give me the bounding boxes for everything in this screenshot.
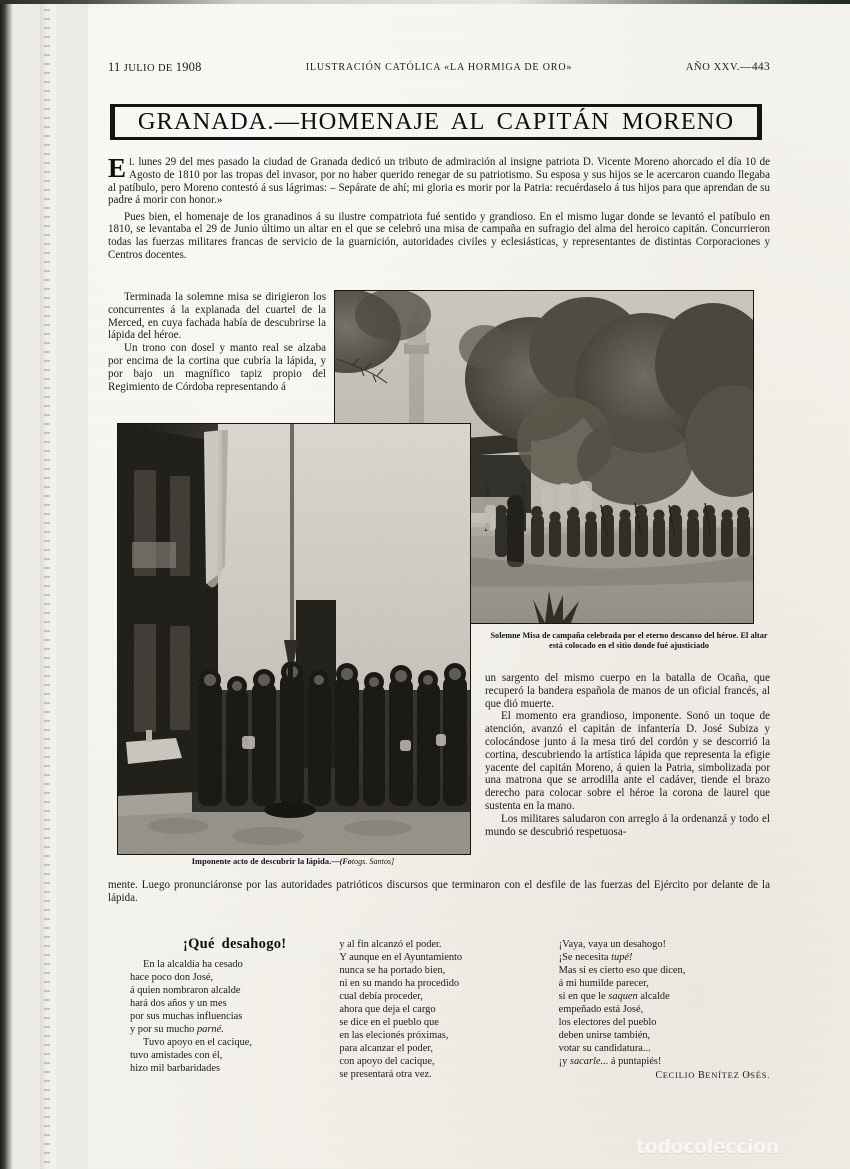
poem-line: deben unirse también,	[558, 1030, 651, 1042]
poem-emphasis: saquen	[608, 991, 638, 1003]
signature-initial: C	[655, 1070, 663, 1082]
right-paragraph-2: El momento era grandioso, imponente. Sonó un toque de atención, avanzó el capitán de infantería D. José Subiza y colocándose junto á la mesa tiró del cordón y se descorrió la cortina, descubriendo la artística lápida que representa la efigie yacente del capitán Moreno, á quien la Patria, simbolizada por una matrona que se arrodilla ante el cadáver, tiende el brazo derecho para colocar sobre el héroe la corona de laurel que sustenta en la mano.	[485, 710, 770, 812]
page-number: —443	[740, 61, 770, 73]
signature-initial: B	[697, 1070, 706, 1082]
volume-label: AÑO XXV.	[685, 62, 741, 73]
poem-line: y por su mucho parné.	[130, 1024, 224, 1036]
poem-line: Mas si es cierto eso que dicen,	[558, 965, 686, 977]
poem-line: con apoyo del cacique,	[339, 1056, 435, 1068]
perforation-speckle	[44, 0, 50, 1169]
volume-page-number	[686, 61, 770, 73]
poem-line: se presentará otra vez.	[339, 1069, 432, 1081]
poem-line: ¡Se necesita tupé!	[558, 952, 633, 964]
watermark: todocoleccion	[636, 1136, 779, 1158]
narrow-paragraph-1: Terminada la solemne misa se dirigieron los concurrentes á la explanada del cuartel de la Merced, en cuya fachada había de descubrirse la lápida del héroe.	[108, 291, 326, 342]
poem-section	[122, 938, 770, 1083]
signature-part: ECILIO	[662, 1070, 698, 1081]
tail-paragraph: mente. Luego pronunciáronse por las autoridades patrióticos discursos que terminaron con el desfile de las fuerzas del Ejército por delante de la lápida.	[108, 879, 770, 904]
caption-plaque-unveiling	[117, 857, 469, 867]
signature-part: SÉS.	[750, 1070, 770, 1081]
poem-emphasis: sacarle...	[569, 1056, 609, 1068]
poem-signature	[559, 1069, 770, 1082]
drop-cap: E	[108, 153, 127, 183]
poem-column-2	[339, 938, 558, 1083]
signature-part: ENÍTEZ	[705, 1070, 743, 1081]
photo-bottom-grain	[118, 424, 470, 854]
poem-emphasis: parné.	[196, 1024, 224, 1036]
masthead	[108, 60, 770, 78]
lead-text-block	[108, 153, 770, 262]
poem-stanza-2	[130, 1036, 339, 1075]
article-title-box	[110, 104, 762, 140]
tail-text-block	[108, 879, 770, 905]
caption-bottom-dash: —	[331, 857, 340, 866]
poem-line: cual debía proceder,	[339, 991, 423, 1003]
poem-line: hará dos años y un mes	[130, 998, 227, 1010]
paper-spot	[746, 1072, 751, 1077]
paper-spot	[752, 880, 755, 883]
publication-name: ILUSTRACIÓN CATÓLICA «LA HORMIGA DE ORO»	[305, 62, 573, 73]
poem-line: ni en su mando ha procedido	[339, 978, 460, 990]
poem-line: Y aunque en el Ayuntamiento	[339, 952, 463, 964]
poem-column-3	[559, 938, 770, 1083]
poem-line: Tuvo apoyo en el cacique,	[143, 1037, 252, 1049]
issue-date-year: 1908	[175, 60, 202, 74]
narrow-paragraph-2: Un trono con dosel y manto real se alzaba por encima de la cortina que cubría la lápida, y por bajo un magnífico tapiz propio del Regimiento de Córdoba representando á	[108, 342, 326, 393]
poem-line: hizo mil barbaridades	[130, 1063, 221, 1075]
right-text-column	[485, 672, 770, 838]
photo-plaque-unveiling	[117, 423, 471, 855]
issue-date-month: JULIO DE	[123, 63, 176, 74]
photo-credit-studio: togs. Santos]	[351, 857, 395, 866]
poem-line: por sus muchas influencias	[130, 1011, 243, 1023]
lead-paragraph-1	[108, 153, 770, 207]
poem-line: tuvo amistades con él,	[130, 1050, 223, 1062]
poem-line: votar su candidatura...	[558, 1043, 651, 1055]
issue-date-day: 11	[108, 60, 124, 74]
page-content	[108, 0, 770, 1169]
page-title: GRANADA.—HOMENAJE AL CAPITÁN MORENO	[137, 108, 735, 135]
poem-line: nunca se ha portado bien,	[339, 965, 446, 977]
lead-smallcap: L	[129, 157, 135, 167]
poem-line: á mi humilde parecer,	[558, 978, 649, 990]
poem-line: y al fin alcanzó el poder.	[339, 939, 442, 950]
lead-paragraph-1-text: lunes 29 del mes pasado la ciudad de Granada dedicó un tributo de admiración al insigne patriota D. Vicente Moreno ahorcado el día 10 de Agosto de 1810 por las tropas del invasor, por no haber querido renegar de su patriotismo. Su esposa y sus hijos se le acercaron cuando llegaba al patíbulo, pero Moreno contestó á sus lágrimas: – Sepárate de ahí; mi gloria es morir por la Patria: recuérdaselo á tus hijos para que aprendan de su padre á morir con honor.»	[108, 156, 770, 207]
signature-initial: O	[742, 1070, 751, 1082]
caption-bottom-text: Imponente acto de descubrir la lápida.	[191, 857, 332, 866]
scanner-shadow-left	[0, 0, 12, 1169]
caption-open-air-mass: Solemne Misa de campaña celebrada por el eterno descanso del héroe. El altar está colocado en el sitio donde fué ajusticiado	[490, 631, 768, 650]
poem-stanza-1	[130, 958, 339, 1036]
poem-line: se dice en el pueblo que	[339, 1017, 439, 1029]
poem-line: si en que le saquen alcalde	[558, 991, 670, 1003]
poem-emphasis: tupé!	[611, 952, 633, 964]
poem-line: á quien nombraron alcalde	[130, 985, 241, 997]
poem-line: ¡y sacarle... á puntapiés!	[558, 1056, 662, 1068]
poem-line: ¡Vaya, vaya un desahogo!	[558, 939, 666, 950]
poem-title: ¡Qué desahogo!	[182, 936, 287, 952]
poem-line: en las elecionés próximas,	[339, 1030, 449, 1042]
poem-line: En la alcaldía ha cesado	[143, 959, 243, 971]
poem-line: empeñado está José,	[558, 1004, 644, 1016]
right-paragraph-3: Los militares saludaron con arreglo á la ordenanzá y todo el mundo se descubrió respetuosa-	[485, 812, 770, 838]
poem-line: ahora que deja el cargo	[339, 1004, 436, 1016]
right-paragraph-1: un sargento del mismo cuerpo en la batalla de Ocaña, que recuperó la bandera española de manos de un oficial francés, al que dió muerte.	[485, 672, 770, 710]
poem-line: para alcanzar el poder,	[339, 1043, 433, 1055]
poem-line: los electores del pueblo	[558, 1017, 657, 1029]
photo-credit: (Fo	[339, 857, 352, 866]
poem-line: hace poco don José,	[130, 972, 214, 984]
lead-paragraph-2: Pues bien, el homenaje de los granadinos á su ilustre compatriota fué sentido y grandioso. En el mismo lugar donde se levantó el patíbulo en 1810, se levantaba el 29 de Junio último un altar en el que se celebró una misa de campaña en sufragio del alma del heroico capitán. Concurrieron todas las fuerzas militares francas de servicio de la guarnición, autoridades civiles y eclesiásticas, y representantes de distintas Corporaciones y Centros docentes.	[108, 210, 770, 262]
narrow-text-column	[108, 291, 326, 393]
poem-column-1	[122, 938, 339, 1083]
